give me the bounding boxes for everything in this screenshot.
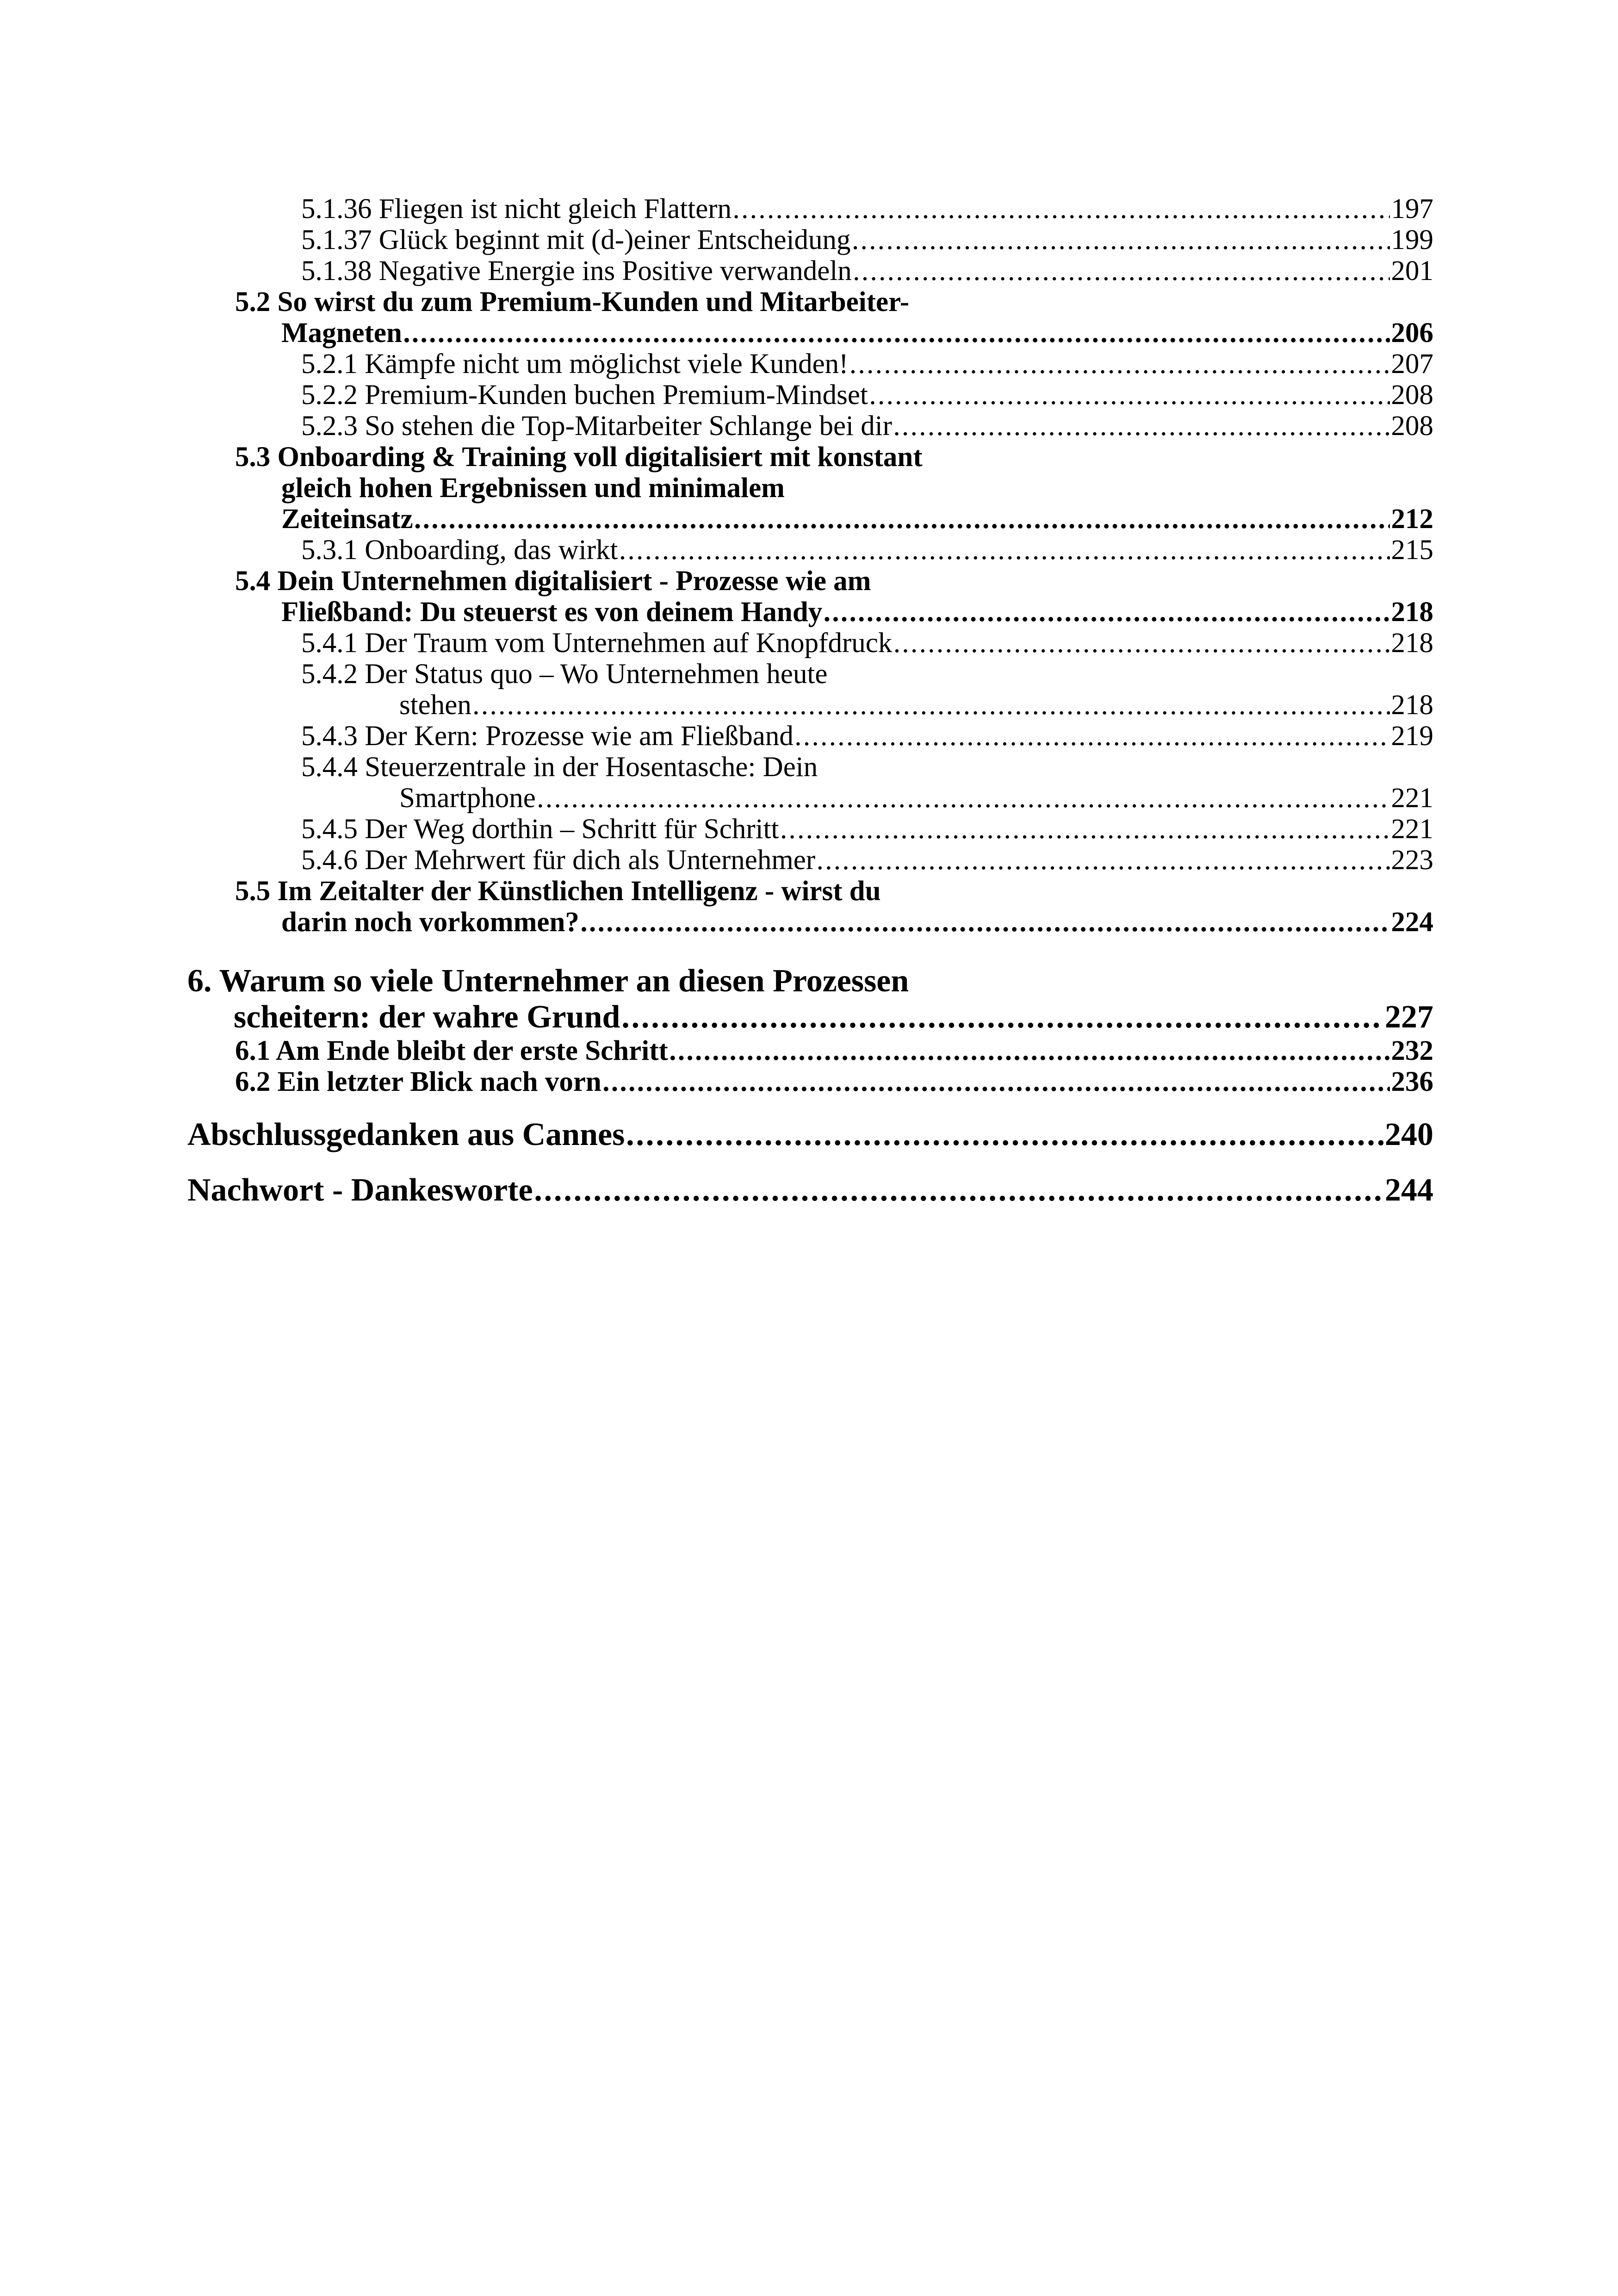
toc-page-number: 199 — [1391, 224, 1433, 255]
toc-page-number: 240 — [1385, 1117, 1433, 1152]
toc-entry-line — [301, 380, 1433, 411]
toc-entry-title: 5.1.36 Fliegen ist nicht gleich Flattern — [301, 193, 732, 224]
dot-leader — [619, 535, 1390, 563]
toc-entry-line — [301, 224, 1433, 255]
toc-entry-title: Magneten — [281, 317, 402, 348]
toc-entry[interactable] — [187, 193, 1433, 224]
toc-entry[interactable] — [187, 659, 1433, 721]
toc-entry-line — [187, 1172, 1433, 1208]
dot-leader — [626, 1117, 1383, 1149]
toc-page-number: 207 — [1391, 348, 1433, 380]
toc-entry-line — [301, 255, 1433, 286]
dot-leader — [621, 999, 1383, 1032]
toc-entry-continuation-line — [301, 783, 1433, 814]
dot-leader — [817, 845, 1390, 873]
toc-page-number: 244 — [1385, 1172, 1433, 1208]
dot-leader — [780, 814, 1390, 842]
toc-entry-title: 5.4.5 Der Weg dorthin – Schritt für Schritt — [301, 814, 779, 845]
toc-entry-line — [301, 814, 1433, 845]
toc-entry[interactable] — [187, 876, 1433, 938]
toc-page-number: 221 — [1391, 814, 1433, 845]
dot-leader — [794, 721, 1390, 749]
toc-entry-line — [301, 411, 1433, 442]
toc-entry-title: 5.1.37 Glück beginnt mit (d-)einer Entscheidung — [301, 224, 851, 255]
toc-entry-title: 5.4.2 Der Status quo – Wo Unternehmen heute — [301, 659, 828, 690]
dot-leader — [893, 411, 1390, 439]
toc-entry-title: 5.4.3 Der Kern: Prozesse wie am Fließband — [301, 721, 794, 752]
toc-entry-continuation-line — [235, 317, 1433, 348]
toc-page-number: 227 — [1385, 999, 1433, 1035]
toc-entry-title: 5.4.1 Der Traum vom Unternehmen auf Knopfdruck — [301, 628, 893, 659]
toc-entry-line — [301, 348, 1433, 380]
toc-entry[interactable] — [187, 1117, 1433, 1153]
toc-entry-title: stehen — [399, 690, 471, 721]
toc-entry[interactable] — [187, 1172, 1433, 1208]
toc-entry-line — [235, 1035, 1433, 1066]
toc-entry-title: 5.4.4 Steuerzentrale in der Hosentasche: Dein — [301, 752, 818, 783]
toc-entry-continuation-line — [235, 597, 1433, 628]
toc-entry-title: 5.2.3 So stehen die Top-Mitarbeiter Schlange bei dir — [301, 411, 893, 442]
toc-entry[interactable] — [187, 224, 1433, 255]
toc-page-number: 201 — [1391, 255, 1433, 286]
toc-entry[interactable] — [187, 721, 1433, 752]
toc-entry-title: 5.5 Im Zeitalter der Künstlichen Intelligenz - wirst du — [235, 876, 881, 907]
dot-leader — [893, 628, 1390, 656]
dot-leader — [537, 783, 1390, 811]
toc-entry-continuation-line — [235, 907, 1433, 938]
toc-entry-title: 5.4 Dein Unternehmen digitalisiert - Prozesse wie am — [235, 566, 871, 597]
toc-page-number: 223 — [1391, 845, 1433, 876]
dot-leader — [849, 348, 1390, 377]
toc-entry[interactable] — [187, 845, 1433, 876]
dot-leader — [853, 255, 1390, 284]
dot-leader — [534, 1172, 1383, 1205]
toc-entry-title: 6.1 Am Ende bleibt der erste Schritt — [235, 1035, 668, 1066]
toc-entry-title: 5.2.2 Premium-Kunden buchen Premium-Mindset — [301, 380, 868, 411]
toc-entry[interactable] — [187, 752, 1433, 814]
dot-leader — [403, 317, 1390, 346]
toc-entry-title: 5.1.38 Negative Energie ins Positive verwandeln — [301, 255, 852, 286]
toc-entry-line — [301, 628, 1433, 659]
toc-page-number: 208 — [1391, 380, 1433, 411]
toc-entry-title: scheitern: der wahre Grund — [234, 999, 620, 1035]
toc-entry-line — [301, 721, 1433, 752]
toc-page-number: 218 — [1391, 597, 1433, 628]
toc-entry-title: Fließband: Du steuerst es von deinem Handy — [281, 597, 823, 628]
toc-entry[interactable] — [187, 255, 1433, 286]
toc-entry-continuation-line — [235, 473, 1433, 504]
toc-page-number: 218 — [1391, 628, 1433, 659]
section-spacer — [187, 1097, 1433, 1117]
toc-entry-line — [187, 963, 1433, 999]
dot-leader — [414, 504, 1390, 532]
toc-page-number: 221 — [1391, 783, 1433, 814]
toc-entry-line — [235, 1066, 1433, 1097]
toc-entry-continuation-line — [235, 504, 1433, 535]
toc-entry[interactable] — [187, 566, 1433, 628]
toc-entry-title: darin noch vorkommen? — [281, 907, 579, 938]
toc-entry-line — [301, 845, 1433, 876]
toc-entry-title: 5.3.1 Onboarding, das wirkt — [301, 535, 618, 566]
toc-entry-line — [235, 286, 1433, 317]
dot-leader — [824, 597, 1390, 625]
toc-page-number: 212 — [1391, 504, 1433, 535]
toc-entry[interactable] — [187, 535, 1433, 566]
dot-leader — [733, 193, 1390, 222]
toc-entry[interactable] — [187, 628, 1433, 659]
toc-entry-line — [301, 752, 1433, 783]
toc-page-number: 232 — [1391, 1035, 1433, 1066]
dot-leader — [852, 224, 1390, 253]
toc-entry-title: Smartphone — [399, 783, 536, 814]
toc-entry[interactable] — [187, 814, 1433, 845]
toc-entry-continuation-line — [301, 690, 1433, 721]
dot-leader — [869, 380, 1390, 408]
toc-entry-line — [301, 535, 1433, 566]
toc-page-number: 236 — [1391, 1066, 1433, 1097]
toc-entry-title: Zeiteinsatz — [281, 504, 413, 535]
toc-entry-title: Nachwort - Dankesworte — [187, 1172, 533, 1208]
toc-page-number: 206 — [1391, 317, 1433, 348]
toc-entry-title: gleich hohen Ergebnissen und minimalem — [281, 473, 785, 504]
toc-page-number: 218 — [1391, 690, 1433, 721]
section-spacer — [187, 938, 1433, 963]
toc-entry-line — [301, 659, 1433, 690]
toc-entry-title: 6.2 Ein letzter Blick nach vorn — [235, 1066, 601, 1097]
toc-entry-continuation-line — [187, 999, 1433, 1035]
toc-entry-line — [235, 442, 1433, 473]
toc-entry[interactable] — [187, 442, 1433, 535]
table-of-contents — [187, 193, 1433, 1208]
toc-entry[interactable] — [187, 286, 1433, 348]
section-spacer — [187, 1153, 1433, 1172]
dot-leader — [580, 907, 1390, 935]
toc-entry-title: 5.3 Onboarding & Training voll digitalisiert mit konstant — [235, 442, 923, 473]
dot-leader — [472, 690, 1390, 718]
toc-page-number: 208 — [1391, 411, 1433, 442]
toc-page-number: 224 — [1391, 907, 1433, 938]
toc-entry-title: 5.4.6 Der Mehrwert für dich als Unternehmer — [301, 845, 816, 876]
toc-entry[interactable] — [187, 1035, 1433, 1066]
toc-entry-line — [187, 1117, 1433, 1153]
toc-page-number: 215 — [1391, 535, 1433, 566]
toc-entry-title: Abschlussgedanken aus Cannes — [187, 1117, 625, 1152]
toc-entry-line — [235, 876, 1433, 907]
toc-entry[interactable] — [187, 1066, 1433, 1097]
toc-entry-line — [235, 566, 1433, 597]
toc-entry-title: 6. Warum so viele Unternehmer an diesen Prozessen — [187, 963, 909, 999]
toc-entry-title: 5.2 So wirst du zum Premium-Kunden und Mitarbeiter- — [235, 286, 910, 317]
toc-entry[interactable] — [187, 380, 1433, 411]
dot-leader — [669, 1035, 1390, 1064]
toc-entry-line — [301, 193, 1433, 224]
toc-entry-title: 5.2.1 Kämpfe nicht um möglichst viele Kunden! — [301, 348, 849, 380]
toc-page-number: 219 — [1391, 721, 1433, 752]
toc-entry[interactable] — [187, 348, 1433, 380]
toc-entry[interactable] — [187, 411, 1433, 442]
dot-leader — [602, 1066, 1390, 1095]
toc-entry[interactable] — [187, 963, 1433, 1035]
toc-page-number: 197 — [1391, 193, 1433, 224]
